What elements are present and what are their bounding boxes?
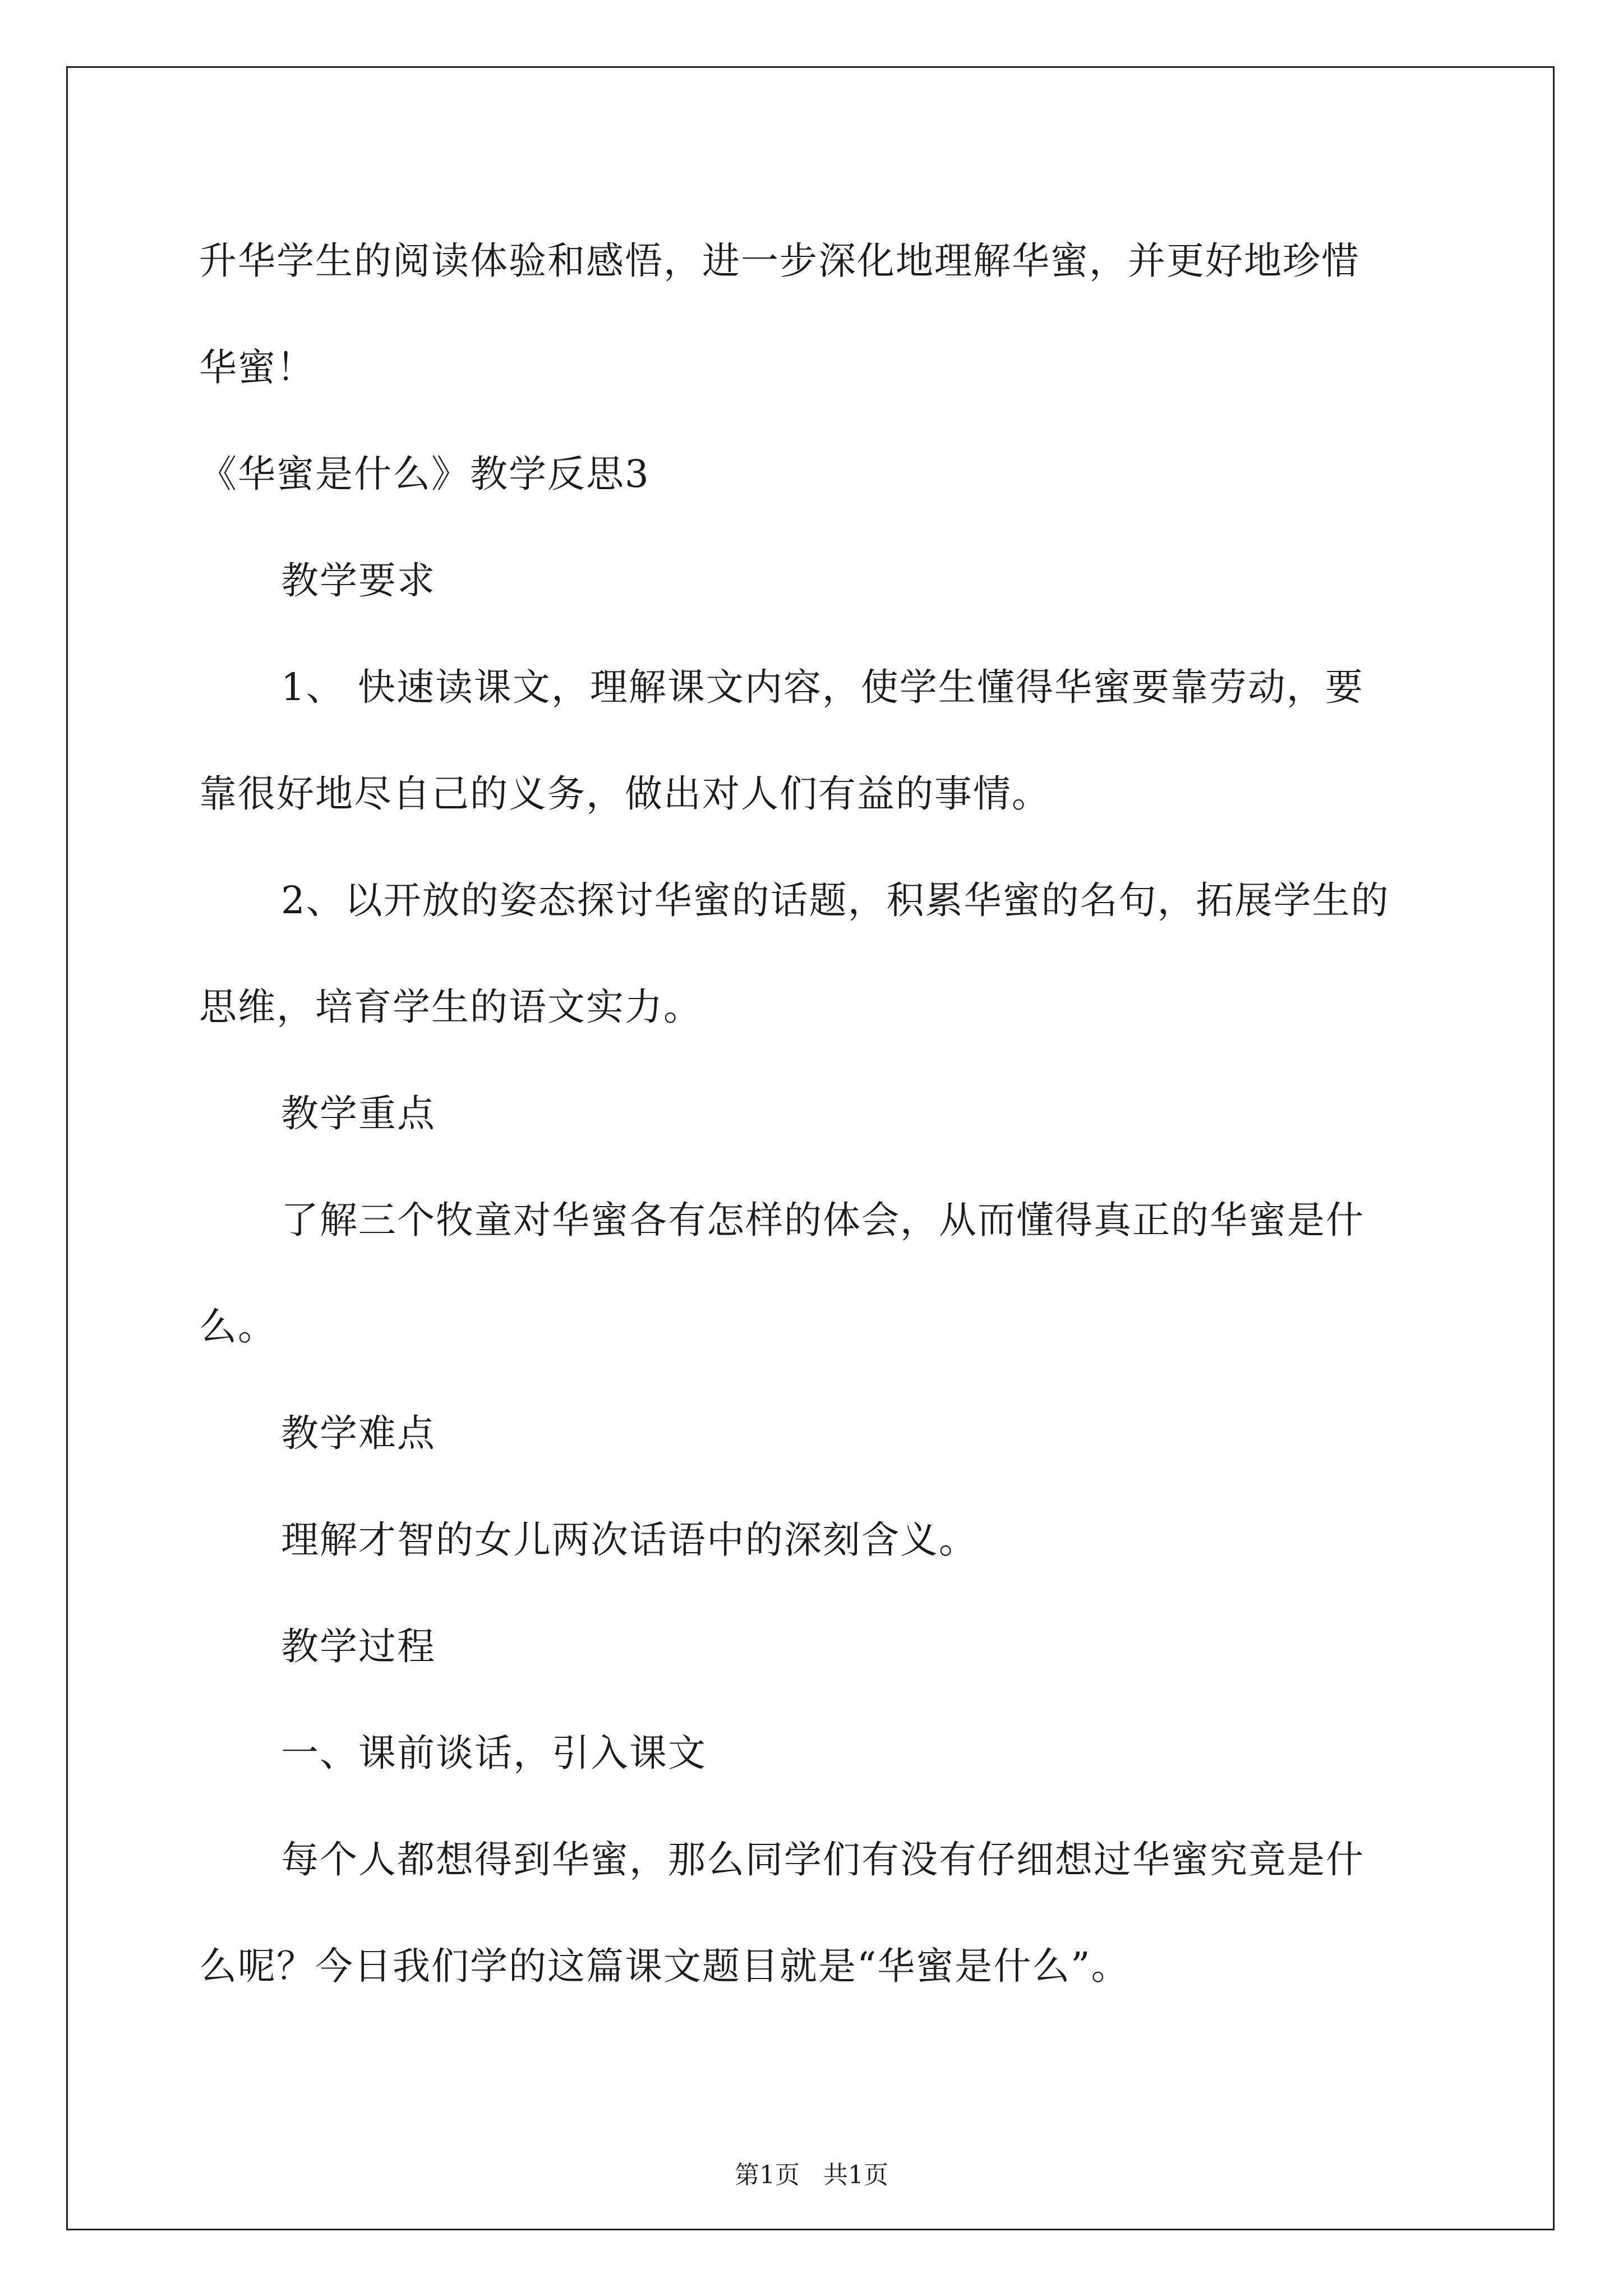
- text-line: 1、 快速读课文，理解课文内容，使学生懂得华蜜要靠劳动，要: [281, 665, 1364, 709]
- text-line: 么。: [199, 1305, 276, 1349]
- text-line: 了解三个牧童对华蜜各有怎样的体会，从而懂得真正的华蜜是什: [281, 1198, 1364, 1242]
- section-title: 《华蜜是什么》教学反思3: [199, 452, 650, 496]
- text-line: 靠很好地尽自己的义务，做出对人们有益的事情。: [199, 772, 1050, 816]
- section-heading: 教学重点: [281, 1092, 436, 1135]
- text-line: 理解才智的女儿两次话语中的深刻含义。: [281, 1518, 978, 1562]
- text-line: 一、课前谈话，引入课文: [281, 1731, 707, 1775]
- text-line: 2、以开放的姿态探讨华蜜的话题，积累华蜜的名句，拓展学生的: [281, 878, 1390, 922]
- section-heading: 教学难点: [281, 1411, 436, 1455]
- page-footer: 第1页 共1页: [735, 2161, 888, 2189]
- section-heading: 教学过程: [281, 1625, 436, 1668]
- section-heading: 教学要求: [281, 559, 436, 602]
- text-line: 每个人都想得到华蜜，那么同学们有没有仔细想过华蜜究竟是什: [281, 1838, 1364, 1881]
- text-line: 华蜜！: [199, 346, 315, 389]
- text-line: 思维，培育学生的语文实力。: [199, 985, 702, 1029]
- text-line: 升华学生的阅读体验和感悟，进一步深化地理解华蜜，并更好地珍惜: [199, 239, 1360, 283]
- text-line: 么呢？今日我们学的这篇课文题目就是“华蜜是什么”。: [199, 1944, 1130, 1988]
- document-body: [199, 208, 1433, 2019]
